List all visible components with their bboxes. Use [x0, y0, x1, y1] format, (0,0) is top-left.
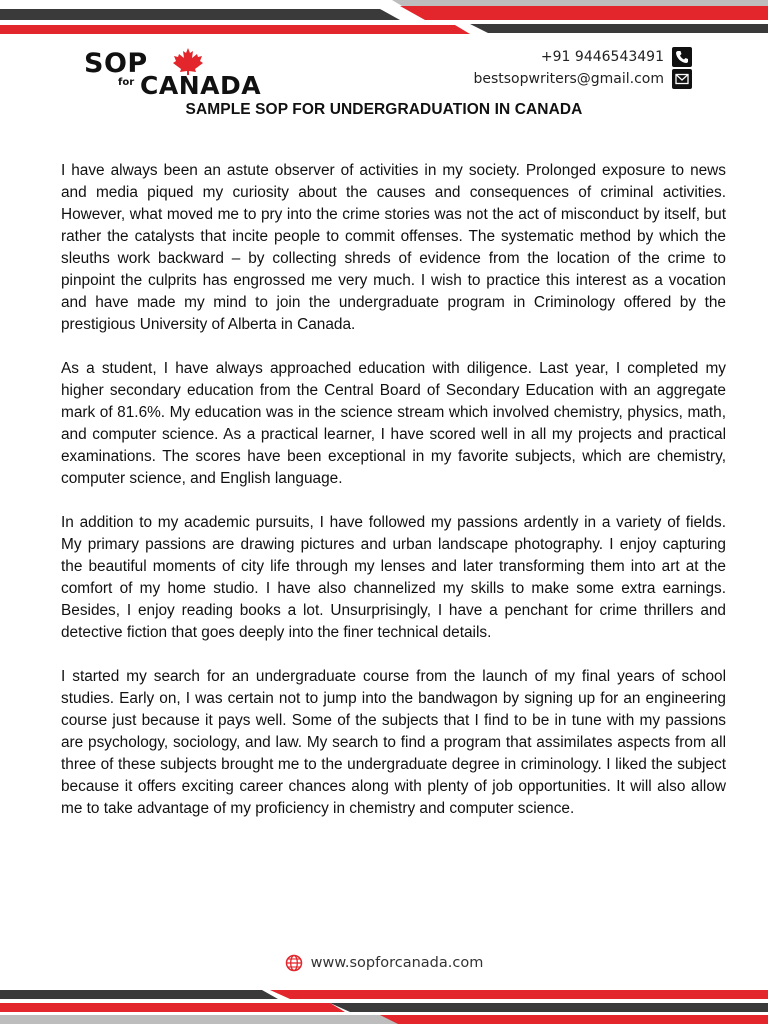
- bottom-decorative-band: [0, 984, 768, 1024]
- mail-icon: [672, 69, 692, 89]
- top-decorative-band: [0, 0, 768, 40]
- globe-icon: [285, 954, 303, 972]
- brand-logo: [84, 46, 264, 98]
- phone-number[interactable]: +91 9446543491: [540, 49, 664, 65]
- email-address[interactable]: bestsopwriters@gmail.com: [473, 71, 664, 87]
- page-title: SAMPLE SOP FOR UNDERGRADUATION IN CANADA: [185, 101, 583, 118]
- footer: [0, 954, 768, 972]
- paragraph-3: In addition to my academic pursuits, I have followed my passions ardently in a variety of fields. My primary passions are drawing pictures and urban landscape photography. I enjoy capturing the beautiful moments of city life through my lenses and later transforming them into art at the comfort of my home studio. I have also channelized my skills to make some extra earnings. Besides, I enjoy reading books a lot. Unsurprisingly, I have a penchant for crime thrillers and detective fiction that goes deeply into the finer technical details.: [61, 514, 726, 641]
- logo-sop-text: SOP: [84, 48, 148, 79]
- website-link[interactable]: www.sopforcanada.com: [310, 955, 484, 971]
- contact-phone-row: [473, 46, 692, 68]
- logo-canada-text: CANADA: [140, 71, 262, 100]
- contact-info: [473, 46, 692, 90]
- phone-icon: [672, 47, 692, 67]
- logo-for-text: for: [118, 77, 135, 88]
- paragraph-2: As a student, I have always approached education with diligence. Last year, I completed my higher secondary education from the Central Board of Secondary Education with an aggregate mark of 81.6%. My education was in the science stream which involved chemistry, physics, math, and computer science. As a practical learner, I have scored well in all my projects and practical examinations. The scores have been exceptional in my favorite subjects, which are chemistry, computer science, and English language.: [61, 360, 726, 487]
- paragraph-1: I have always been an astute observer of activities in my society. Prolonged exposure to news and media piqued my curiosity about the causes and consequences of criminal activities. However, what moved me to pry into the crime stories was not the act of misconduct by itself, but rather the catalysts that incite people to commit offenses. The systematic method by which the sleuths work backward – by collecting shreds of evidence from the location of the crime to pinpoint the culprits has engrossed me very much. I wish to practice this interest as a vocation and have made my mind to join the undergraduate program in Criminology offered by the prestigious University of Alberta in Canada.: [61, 162, 726, 333]
- contact-email-row: [473, 68, 692, 90]
- paragraph-4: I started my search for an undergraduate course from the launch of my final years of school studies. Early on, I was certain not to jump into the bandwagon by signing up for an engineering course just because it pays well. Some of the subjects that I find to be in tune with my passions are psychology, sociology, and law. My search to find a program that assimilates aspects from all three of these subjects brought me to the undergraduate degree in criminology. I liked the subject because it offers exciting career chances along with plenty of job opportunities. It will also allow me to take advantage of my proficiency in chemistry and computer science.: [61, 668, 726, 817]
- sop-body: [61, 160, 726, 842]
